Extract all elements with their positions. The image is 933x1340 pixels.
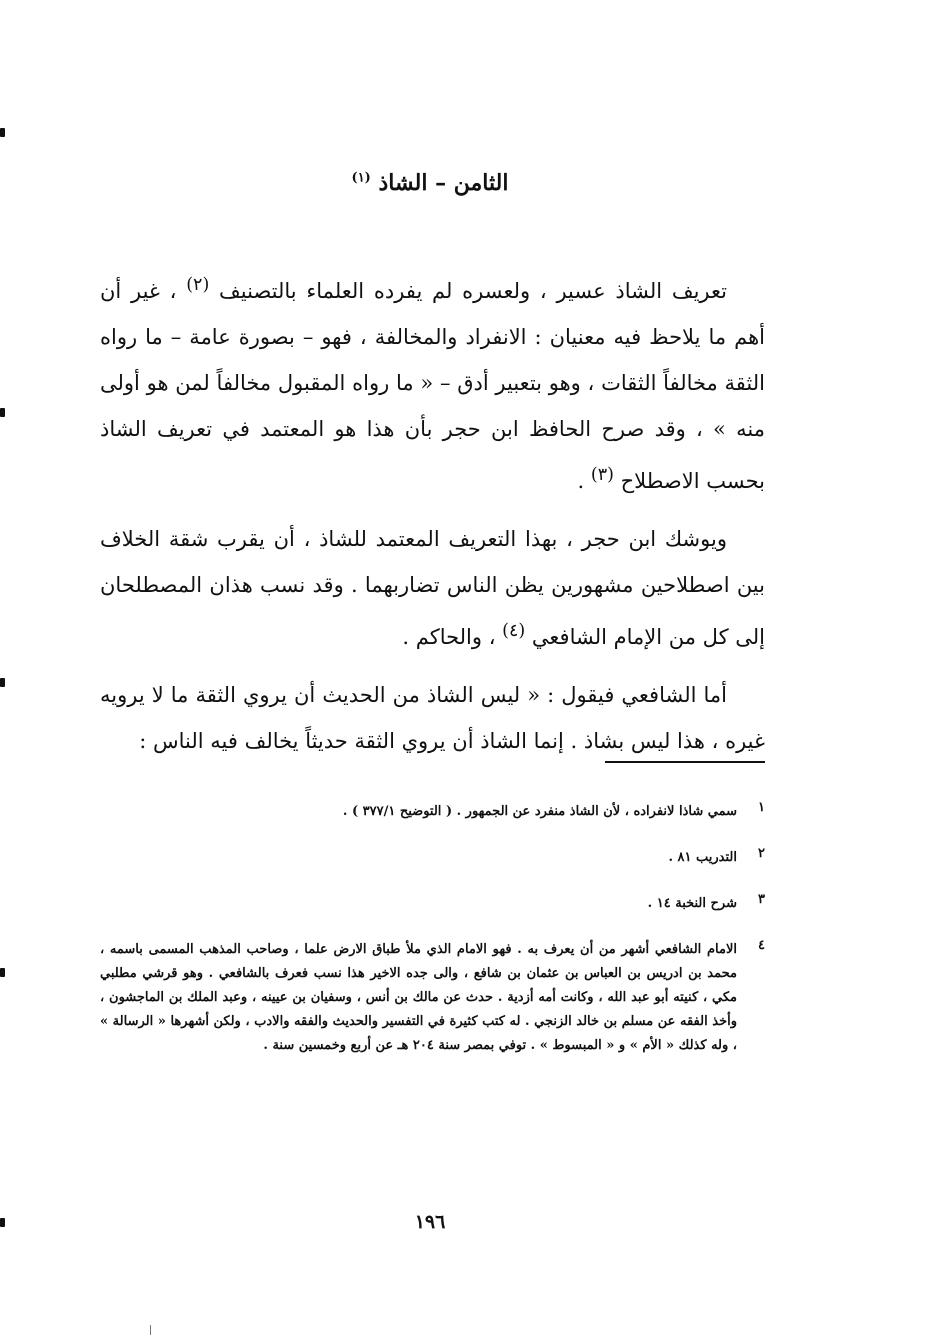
footnote-4 [100,938,765,1058]
paragraph-3 [100,672,765,764]
paragraph-1 [100,262,765,504]
footnote-2 [100,846,765,870]
footnote-number: ٣ [758,892,765,907]
paragraph-1-text-b: ، غير أن أهم ما يلاحظ فيه معنيان : الانفراد والمخالفة ، فهو – بصورة عامة – ما رواه الثقة مخالفاً الثقات ، وهو بتعبير أدق – « ما رواه المقبول مخالفاً لمن هو أولى منه » ، وقد صرح الحافظ ابن حجر بأن هذا هو المعتمد في تعريف الشاذ بحسب الاصطلاح [100,279,765,493]
scan-edge-mark [0,128,5,137]
footnote-ref-1: (١) [351,170,371,186]
paragraph-1-text-a: تعريف الشاذ عسير ، ولعسره لم يفرده العلماء بالتصنيف [219,279,727,303]
footnotes [100,800,765,1080]
footnote-1 [100,800,765,824]
scan-edge-mark [0,1218,5,1227]
scan-edge-mark [0,678,5,687]
footnote-text: سمي شاذا لانفراده ، لأن الشاذ منفرد عن الجمهور . ( التوضيح ٣٧٧/١ ) . [342,804,737,819]
footnote-separator [605,761,765,763]
section-heading [0,170,860,196]
footnote-text: الامام الشافعي أشهر من أن يعرف به . فهو الامام الذي ملأ طباق الارض علما ، وصاحب المذهب المسمى باسمه ، محمد بن ادريس بن العباس بن عثمان بن شافع ، والى جده الاخير هذا نسب فعرف بالشافعي . وهو قرشي مطلبي مكي ، كنيته أبو عبد الله ، وكانت أمه أزدية . حدث عن مالك بن أنس ، وسفيان بن عيينه ، وعبد الملك بن الماجشون ، وأخذ الفقه عن مسلم بن خالد الزنجي . له كتب كثيرة في التفسير والحديث والفقه والادب ، ولكن أشهرها « الرسالة » ، وله كذلك « الأم » و « المبسوط » . توفي بمصر سنة ٢٠٤ هـ عن أربع وخمسين سنة . [100,942,737,1053]
scan-edge-mark [0,408,5,417]
paragraph-3-text: أما الشافعي فيقول : « ليس الشاذ من الحديث أن يروي الثقة ما لا يرويه غيره ، هذا ليس بشاذ . إنما الشاذ أن يروي الثقة حديثاً يخالف فيه الناس : [100,683,765,753]
footnote-text: التدريب ٨١ . [668,850,737,865]
footnote-number: ١ [758,800,765,815]
paragraph-1-end: . [577,469,585,493]
scan-artifact [150,1325,151,1335]
section-heading-text: الثامن – الشاذ [378,170,509,196]
paragraph-2 [100,516,765,660]
main-text [100,262,765,776]
page-number: ١٩٦ [414,1211,446,1233]
footnote-ref-4: (٤) [502,621,526,641]
scan-edge-mark [0,968,5,977]
footnote-number: ٤ [758,938,765,953]
footnote-3 [100,892,765,916]
paragraph-2-text-a: ويوشك ابن حجر ، بهذا التعريف المعتمد للشاذ ، أن يقرب شقة الخلاف بين اصطلاحين مشهورين يظن الناس تضاربهما . وقد نسب هذان المصطلحان إلى كل من الإمام الشافعي [100,527,765,649]
footnote-ref-3: (٣) [590,465,614,485]
paragraph-2-text-b: ، والحاكم . [402,625,496,649]
footnote-number: ٢ [758,846,765,861]
footnote-ref-2: (٢) [186,275,210,295]
footnote-text: شرح النخبة ١٤ . [647,896,737,911]
